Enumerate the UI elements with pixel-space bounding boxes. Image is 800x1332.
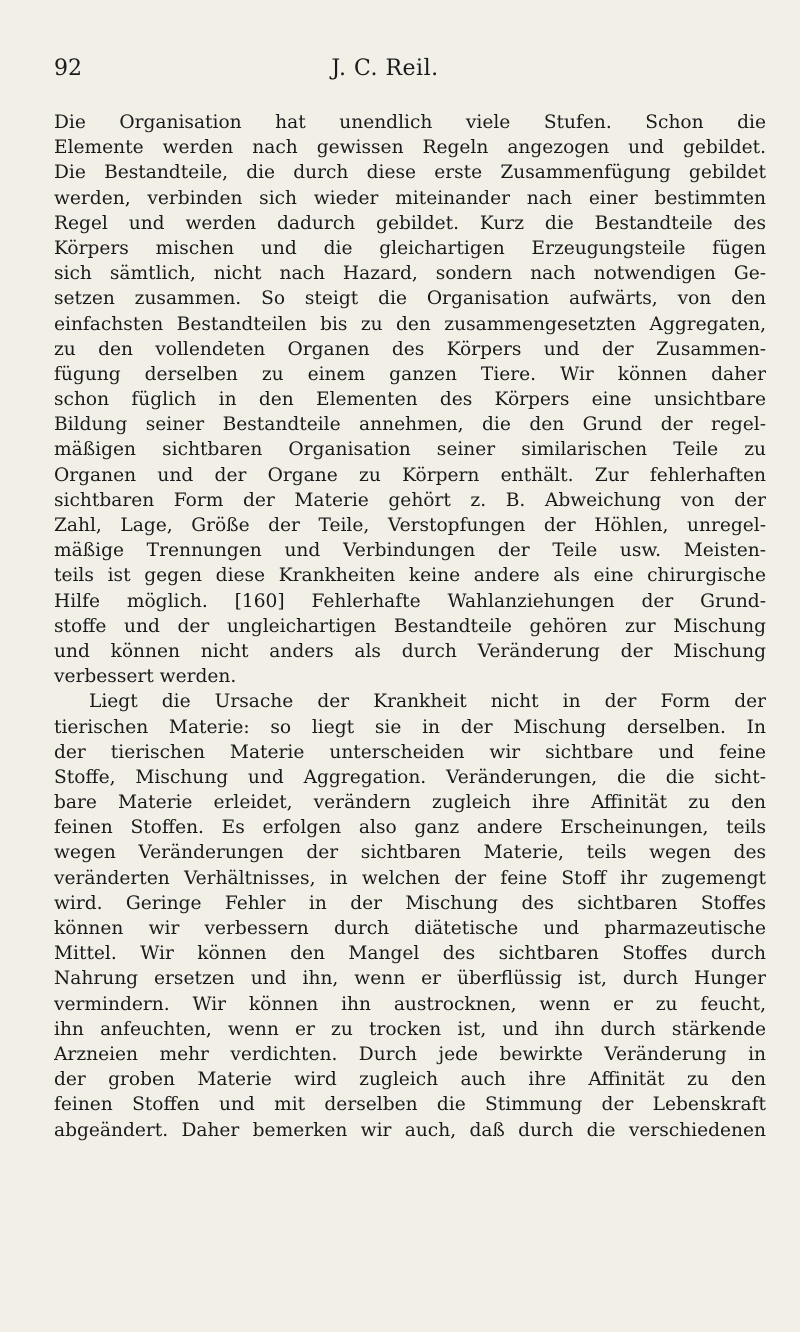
text-line: mäßige Trennungen und Verbindungen der Teile usw. Meisten-: [54, 540, 766, 562]
paragraph-2: [54, 689, 766, 1142]
text-line: sich sämtlich, nicht nach Hazard, sondern nach notwendigen Ge-: [54, 263, 766, 285]
text-line: Die Bestandteile, die durch diese erste Zusammenfügung gebildet: [54, 162, 766, 184]
text-line: ihn anfeuchten, wenn er zu trocken ist, und ihn durch stärkende: [54, 1018, 766, 1040]
text-line: Elemente werden nach gewissen Regeln angezogen und gebildet.: [54, 137, 766, 159]
text-line: Organen und der Organe zu Körpern enthält. Zur fehlerhaften: [54, 464, 766, 486]
text-line: Bildung seiner Bestandteile annehmen, die den Grund der regel-: [54, 414, 766, 436]
text-line: bare Materie erleidet, verändern zugleich ihre Affinität zu den: [54, 792, 766, 814]
text-line: tierischen Materie: so liegt sie in der Mischung derselben. In: [54, 716, 766, 738]
text-line: Arzneien mehr verdichten. Durch jede bewirkte Veränderung in: [54, 1043, 766, 1065]
text-line: feinen Stoffen und mit derselben die Stimmung der Lebenskraft: [54, 1094, 766, 1116]
text-line: mäßigen sichtbaren Organisation seiner similarischen Teile zu: [54, 439, 766, 461]
text-line: sichtbaren Form der Materie gehört z. B. Abweichung von der: [54, 489, 766, 511]
text-line: einfachsten Bestandteilen bis zu den zusammengesetzten Aggregaten,: [54, 313, 766, 335]
text-line: können wir verbessern durch diätetische und pharmazeutische: [54, 918, 766, 939]
text-line: abgeändert. Daher bemerken wir auch, daß durch die verschiedenen: [54, 1119, 766, 1141]
text-line: feinen Stoffen. Es erfolgen also ganz andere Erscheinungen, teils: [54, 817, 766, 839]
text-line: der groben Materie wird zugleich auch ihre Affinität zu den: [54, 1069, 766, 1091]
text-line: Die Organisation hat unendlich viele Stufen. Schon die: [54, 112, 766, 133]
text-line: zu den vollendeten Organen des Körpers und der Zusammen-: [54, 338, 766, 360]
text-line: fügung derselben zu einem ganzen Tiere. Wir können daher: [54, 363, 766, 385]
page-number: 92: [54, 56, 82, 81]
text-line: Stoffe, Mischung und Aggregation. Veränderungen, die die sicht-: [54, 766, 766, 788]
text-line: Hilfe möglich. [160] Fehlerhafte Wahlanziehungen der Grund-: [54, 590, 766, 612]
text-line: werden, verbinden sich wieder miteinander nach einer bestimmten: [54, 187, 766, 209]
text-line: Mittel. Wir können den Mangel des sichtbaren Stoffes durch: [54, 943, 766, 965]
text-line: Nahrung ersetzen und ihn, wenn er überflüssig ist, durch Hunger: [54, 968, 766, 990]
text-line: wegen Veränderungen der sichtbaren Materie, teils wegen des: [54, 842, 766, 864]
text-line: stoffe und der ungleichartigen Bestandteile gehören zur Mischung: [54, 615, 766, 637]
text-line: verbessert werden.: [54, 666, 237, 688]
body-text: [54, 110, 766, 1143]
text-line: Liegt die Ursache der Krankheit nicht in der Form der: [89, 691, 766, 713]
text-line: der tierischen Materie unterscheiden wir sichtbare und feine: [54, 741, 766, 763]
text-line: teils ist gegen diese Krankheiten keine andere als eine chirurgische: [54, 565, 766, 587]
text-line: vermindern. Wir können ihn austrocknen, wenn er zu feucht,: [54, 993, 766, 1015]
page-header: [54, 56, 716, 88]
text-line: Körpers mischen und die gleichartigen Erzeugungsteile fügen: [54, 237, 766, 259]
running-title: J. C. Reil.: [331, 56, 439, 81]
text-line: schon füglich in den Elementen des Körpers eine unsichtbare: [54, 389, 766, 411]
text-line: Zahl, Lage, Größe der Teile, Verstopfungen der Höhlen, unregel-: [54, 515, 766, 536]
text-line: setzen zusammen. So steigt die Organisation aufwärts, von den: [54, 288, 766, 310]
text-line: und können nicht anders als durch Veränderung der Mischung: [54, 640, 766, 662]
text-line: Regel und werden dadurch gebildet. Kurz die Bestandteile des: [54, 212, 766, 234]
text-line: veränderten Verhältnisses, in welchen der feine Stoff ihr zugemengt: [54, 867, 766, 889]
text-line: wird. Geringe Fehler in der Mischung des sichtbaren Stoffes: [54, 892, 766, 914]
paragraph-1: [54, 110, 766, 689]
